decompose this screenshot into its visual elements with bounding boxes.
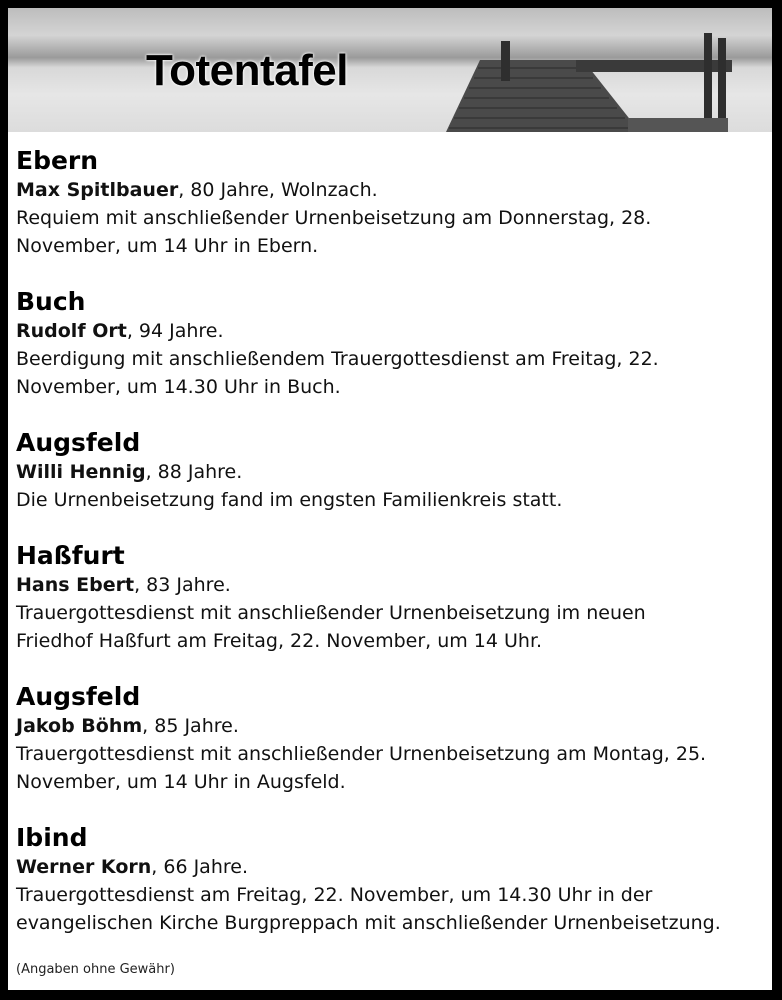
service-text: November, um 14 Uhr in Ebern. — [16, 235, 319, 257]
service-text: Requiem mit anschließender Urnenbeisetzung am Donnerstag, 28. — [16, 207, 652, 229]
service-text: November, um 14.30 Uhr in Buch. — [16, 376, 341, 398]
service-text: Beerdigung mit anschließendem Trauergottesdienst am Freitag, 22. — [16, 348, 659, 370]
deceased-name: Jakob Böhm — [16, 715, 143, 737]
deceased-details: , 94 Jahre. — [126, 320, 224, 342]
deceased-details: , 66 Jahre. — [151, 856, 248, 878]
obituary-entry — [16, 682, 766, 796]
service-text: November, um 14 Uhr in Augsfeld. — [16, 771, 346, 793]
place-heading: Ibind — [16, 823, 88, 852]
jetty-image — [8, 8, 772, 132]
deceased-name: Max Spitlbauer — [16, 179, 179, 201]
place-heading: Ebern — [16, 146, 99, 175]
deceased-name: Willi Hennig — [16, 461, 146, 483]
deceased-details: , 85 Jahre. — [142, 715, 239, 737]
obituary-entry — [16, 287, 766, 401]
service-text: Friedhof Haßfurt am Freitag, 22. November, um 14 Uhr. — [16, 630, 543, 652]
deceased-details: , 80 Jahre, Wolnzach. — [178, 179, 378, 201]
disclaimer: (Angaben ohne Gewähr) — [16, 962, 175, 977]
deceased-details: , 88 Jahre. — [145, 461, 243, 483]
service-text: Die Urnenbeisetzung fand im engsten Familienkreis statt. — [16, 489, 563, 511]
place-heading: Augsfeld — [16, 428, 141, 457]
service-text: Trauergottesdienst mit anschließender Urnenbeisetzung am Montag, 25. — [16, 743, 707, 765]
obituary-page — [8, 8, 772, 990]
obituary-entry — [16, 146, 766, 260]
deceased-name: Werner Korn — [16, 856, 152, 878]
obituary-entry — [16, 541, 766, 655]
deceased-details: , 83 Jahre. — [134, 574, 231, 596]
service-text: Trauergottesdienst am Freitag, 22. November, um 14.30 Uhr in der — [16, 884, 653, 906]
service-text: Trauergottesdienst mit anschließender Urnenbeisetzung im neuen — [16, 602, 646, 624]
deceased-name: Hans Ebert — [16, 574, 135, 596]
deceased-name: Rudolf Ort — [16, 320, 127, 342]
header-banner — [8, 8, 772, 132]
obituary-entry — [16, 428, 766, 514]
place-heading: Augsfeld — [16, 682, 141, 711]
obituary-entry — [16, 823, 766, 937]
place-heading: Buch — [16, 287, 86, 316]
service-text: evangelischen Kirche Burgpreppach mit anschließender Urnenbeisetzung. — [16, 912, 721, 934]
place-heading: Haßfurt — [16, 541, 125, 570]
page-title: Totentafel — [146, 46, 348, 95]
obituary-list — [16, 146, 766, 964]
